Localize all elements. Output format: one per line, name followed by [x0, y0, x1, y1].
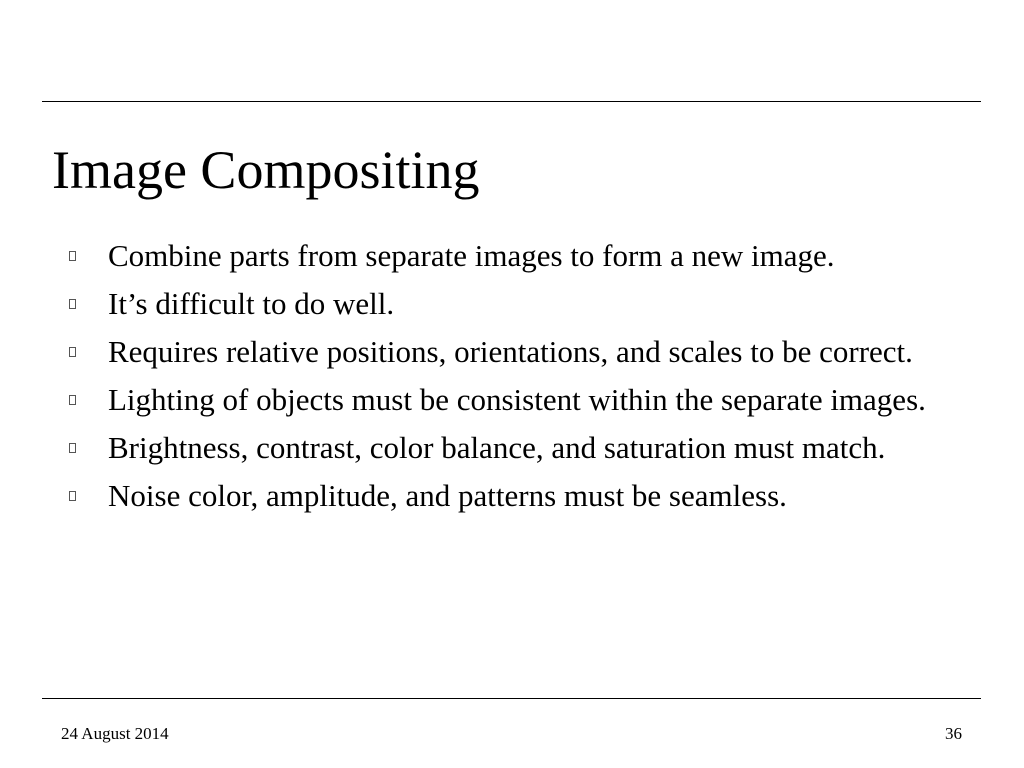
bullet-list — [0, 238, 1024, 526]
bullet-square-icon — [69, 347, 76, 357]
bullet-text: Noise color, amplitude, and patterns must be seamless. — [108, 478, 787, 513]
bullet-item — [0, 478, 1024, 514]
bullet-text: Lighting of objects must be consistent within the separate images. — [108, 382, 926, 417]
bullet-text: Requires relative positions, orientations, and scales to be correct. — [108, 334, 913, 369]
bullet-item — [0, 382, 1024, 418]
bullet-square-icon — [69, 299, 76, 309]
bullet-text: It’s difficult to do well. — [108, 286, 395, 321]
bullet-item — [0, 238, 1024, 274]
bullet-text: Combine parts from separate images to form a new image. — [108, 238, 835, 273]
bullet-item — [0, 430, 1024, 466]
bullet-square-icon — [69, 395, 76, 405]
bullet-square-icon — [69, 491, 76, 501]
bullet-item — [0, 334, 1024, 370]
bullet-square-icon — [69, 251, 76, 261]
top-divider — [42, 101, 981, 102]
bullet-text: Brightness, contrast, color balance, and saturation must match. — [108, 430, 886, 465]
bullet-item — [0, 286, 1024, 322]
footer-date: 24 August 2014 — [61, 724, 169, 743]
slide-number: 36 — [945, 724, 962, 743]
bullet-square-icon — [69, 443, 76, 453]
bottom-divider — [42, 698, 981, 699]
slide-title: Image Compositing — [52, 140, 480, 200]
